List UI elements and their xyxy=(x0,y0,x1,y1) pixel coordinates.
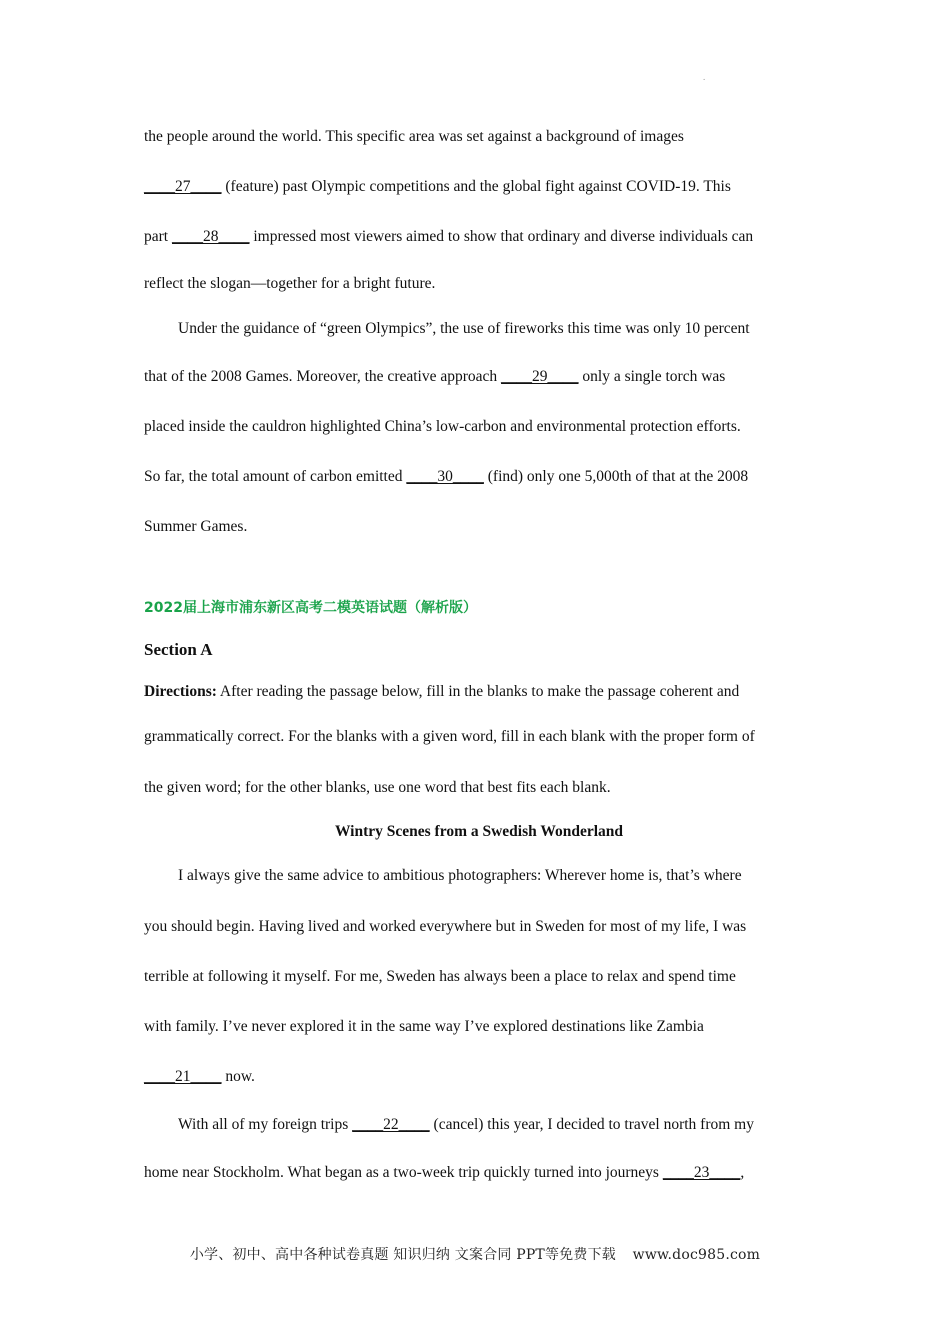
text-line: the given word; for the other blanks, use one word that best fits each blank. xyxy=(144,779,611,796)
passage2-para1 xyxy=(144,850,814,1102)
text-line xyxy=(144,1148,814,1198)
line-text: , xyxy=(740,1164,745,1181)
text-line xyxy=(144,672,814,712)
line-text: only a single torch was xyxy=(578,368,726,385)
line-text: (cancel) this year, I decided to travel north from my xyxy=(429,1116,754,1133)
passage-title: Wintry Scenes from a Swedish Wonderland xyxy=(334,823,624,840)
directions-label: Directions: xyxy=(144,683,217,700)
text-line: Under the guidance of “green Olympics”, the use of fireworks this time was only 10 percent xyxy=(178,320,750,337)
text-line xyxy=(144,212,814,262)
line-text: After reading the passage below, fill in the blanks to make the passage coherent and xyxy=(216,683,740,700)
document-page xyxy=(144,112,814,1198)
text-line: Summer Games. xyxy=(144,518,248,535)
blank-27: ____27____ xyxy=(144,178,222,195)
blank-28: ____28____ xyxy=(171,228,250,245)
text-line xyxy=(144,162,814,212)
footer-text: 小学、初中、高中各种试卷真题 知识归纳 文案合同 PPT等免费下载 xyxy=(189,1247,616,1263)
footer-url: www.doc985.com xyxy=(632,1247,761,1263)
line-text: now. xyxy=(221,1068,255,1085)
line-pre: With all of my foreign trips xyxy=(178,1116,353,1133)
line-pre: home near Stockholm. What began as a two-week trip quickly turned into journeys xyxy=(144,1164,663,1181)
text-line: the people around the world. This specific area was set against a background of images xyxy=(144,128,684,145)
top-mark: . xyxy=(703,72,706,82)
text-line: with family. I’ve never explored it in the same way I’ve explored destinations like Zambia xyxy=(144,1018,704,1035)
blank-21: ____21____ xyxy=(144,1068,222,1085)
directions xyxy=(144,672,814,814)
text-line xyxy=(144,1102,814,1148)
exam-title: 2022届上海市浦东新区高考二模英语试题（解析版） xyxy=(144,600,477,616)
blank-29: ____29____ xyxy=(501,368,579,385)
line-pre: part xyxy=(144,228,172,245)
passage1-para2 xyxy=(144,306,814,552)
text-line xyxy=(144,452,814,502)
line-text: impressed most viewers aimed to show that ordinary and diverse individuals can xyxy=(249,228,754,245)
blank-30: ____30____ xyxy=(406,468,484,485)
page-footer xyxy=(0,1244,950,1264)
line-text: (find) only one 5,000th of that at the 2008 xyxy=(483,468,749,485)
passage2-para2 xyxy=(144,1102,814,1198)
line-text: (feature) past Olympic competitions and the global fight against COVID-19. This xyxy=(221,178,731,195)
line-pre: So far, the total amount of carbon emitted xyxy=(144,468,407,485)
text-line xyxy=(144,1052,814,1102)
text-line: I always give the same advice to ambitious photographers: Wherever home is, that’s where xyxy=(178,867,742,884)
text-line: placed inside the cauldron highlighted China’s low-carbon and environmental protection efforts. xyxy=(144,418,741,435)
blank-23: ____23____ xyxy=(662,1164,741,1181)
passage1-para1 xyxy=(144,112,814,306)
blank-22: ____22____ xyxy=(352,1116,430,1133)
text-line: grammatically correct. For the blanks with a given word, fill in each blank with the proper form of xyxy=(144,728,755,745)
text-line: you should begin. Having lived and worked everywhere but in Sweden for most of my life, I was xyxy=(144,918,747,935)
text-line xyxy=(144,352,814,402)
section-label: Section A xyxy=(144,640,213,659)
line-pre: that of the 2008 Games. Moreover, the creative approach xyxy=(144,368,502,385)
text-line: reflect the slogan—together for a bright future. xyxy=(144,275,436,292)
text-line: terrible at following it myself. For me, Sweden has always been a place to relax and spend time xyxy=(144,968,736,985)
